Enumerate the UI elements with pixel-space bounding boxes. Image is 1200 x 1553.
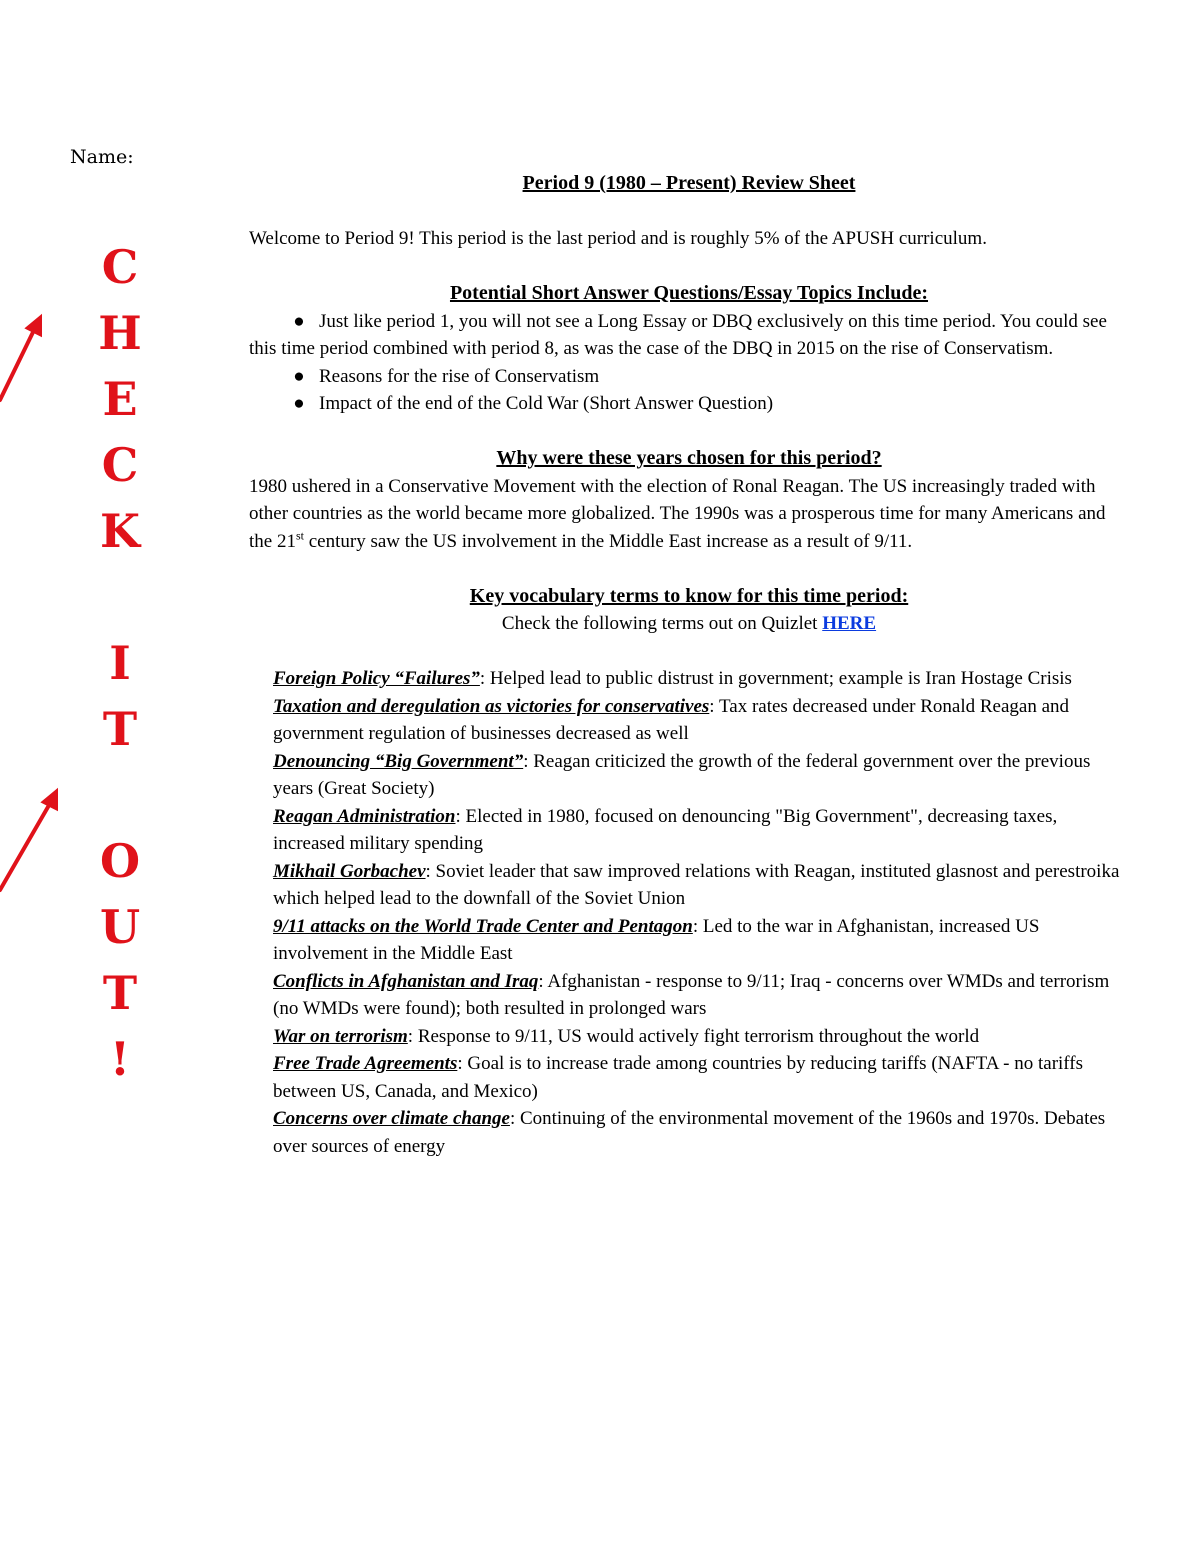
- vocab-item: 9/11 attacks on the World Trade Center and Pentagon: Led to the war in Afghanistan, increased US involvement in the Middle East: [273, 915, 1040, 964]
- vocab-term: Mikhail Gorbachev: [273, 860, 426, 882]
- note-letter: C: [101, 240, 139, 294]
- vocab-term: 9/11 attacks on the World Trade Center and Pentagon: [273, 915, 693, 937]
- list-item-text: Just like period 1, you will not see a Long Essay or DBQ exclusively on this time period. You could see this time period combined with period 8, as was the case of the DBQ in 2015 on the rise of Conservatism.: [249, 310, 1107, 359]
- essay-topics-list: [249, 308, 1129, 418]
- quizlet-link[interactable]: HERE: [822, 613, 877, 634]
- arrow-up-icon: [0, 326, 36, 400]
- note-letter: U: [99, 900, 141, 954]
- list-item-text: Impact of the end of the Cold War (Short Answer Question): [319, 393, 774, 414]
- bullet-icon: ●: [293, 365, 319, 387]
- vocab-term: War on terrorism: [273, 1025, 408, 1047]
- intro-paragraph: Welcome to Period 9! This period is the last period and is roughly 5% of the APUSH curriculum.: [249, 228, 987, 249]
- years-paragraph: 1980 ushered in a Conservative Movement with the election of Ronal Reagan. The US increasingly traded with other countries as the world became more globalized. The 1990s was a prosperous time for many Americans and the 21st century saw the US involvement in the Middle East increase as a result of 9/11.: [249, 475, 1106, 552]
- vocab-item: War on terrorism: Response to 9/11, US would actively fight terrorism throughout the world: [273, 1025, 980, 1047]
- vocab-item: Free Trade Agreements: Goal is to increase trade among countries by reducing tariffs (NAFTA - no tariffs between US, Canada, and Mexico): [273, 1053, 1084, 1102]
- list-item: [249, 308, 1129, 363]
- review-sheet: [249, 170, 1129, 1160]
- vocab-item: Foreign Policy “Failures”: Helped lead to public distrust in government; example is Iran Hostage Crisis: [273, 668, 1072, 689]
- list-item: [249, 363, 1129, 391]
- quizlet-line: Check the following terms out on Quizlet HERE: [501, 613, 877, 634]
- arrow-up-icon: [0, 800, 52, 890]
- list-item-text: Reasons for the rise of Conservatism: [319, 365, 600, 387]
- vocab-item: Reagan Administration: Elected in 1980, focused on denouncing "Big Government", decreasing taxes, increased military spending: [273, 805, 1058, 854]
- note-letter: !: [109, 1032, 131, 1086]
- note-letter: H: [98, 306, 142, 360]
- note-letter: E: [102, 372, 138, 426]
- note-letter: I: [109, 636, 131, 690]
- vocab-term: Conflicts in Afghanistan and Iraq: [273, 970, 539, 992]
- vocab-term: Concerns over climate change: [273, 1108, 510, 1129]
- vocab-list: [273, 665, 1129, 1160]
- years-heading: Why were these years chosen for this period?: [496, 447, 882, 469]
- vocab-term: Free Trade Agreements: [273, 1053, 458, 1074]
- note-letter: T: [102, 702, 138, 756]
- note-letter: K: [100, 504, 140, 558]
- vocab-item: Taxation and deregulation as victories for conservatives: Tax rates decreased under Ronald Reagan and government regulation of businesses decreased as well: [273, 695, 1069, 744]
- vocab-term: Taxation and deregulation as victories for conservatives: [273, 695, 710, 717]
- note-letter: O: [99, 834, 141, 888]
- arrowhead-icon: [44, 792, 56, 808]
- name-label: Name:: [70, 146, 134, 168]
- note-letter: C: [101, 438, 139, 492]
- vocab-term: Foreign Policy “Failures”: [273, 668, 480, 689]
- vocab-item: Concerns over climate change: Continuing of the environmental movement of the 1960s and 1970s. Debates over sources of energy: [273, 1108, 1106, 1157]
- vocab-heading: Key vocabulary terms to know for this time period:: [469, 584, 909, 607]
- bullet-icon: ●: [293, 393, 319, 414]
- vocab-item: Conflicts in Afghanistan and Iraq: Afghanistan - response to 9/11; Iraq - concerns over WMDs and terrorism (no WMDs were found); both resulted in prolonged wars: [273, 970, 1110, 1019]
- vocab-term: Reagan Administration: [273, 805, 456, 827]
- arrowhead-icon: [28, 318, 40, 334]
- vocab-item: Mikhail Gorbachev: Soviet leader that saw improved relations with Reagan, instituted glasnost and perestroika which helped lead to the downfall of the Soviet Union: [273, 860, 1120, 909]
- vocab-item: Denouncing “Big Government”: Reagan criticized the growth of the federal government over the previous years (Great Society): [273, 750, 1091, 799]
- list-item: [249, 390, 1129, 418]
- vocab-term: Denouncing “Big Government”: [273, 750, 524, 772]
- essay-topics-heading: Potential Short Answer Questions/Essay Topics Include:: [449, 282, 929, 304]
- page-title: Period 9 (1980 – Present) Review Sheet: [522, 172, 856, 194]
- bullet-icon: ●: [293, 310, 319, 332]
- margin-arrows: [0, 300, 70, 920]
- note-letter: T: [102, 966, 138, 1020]
